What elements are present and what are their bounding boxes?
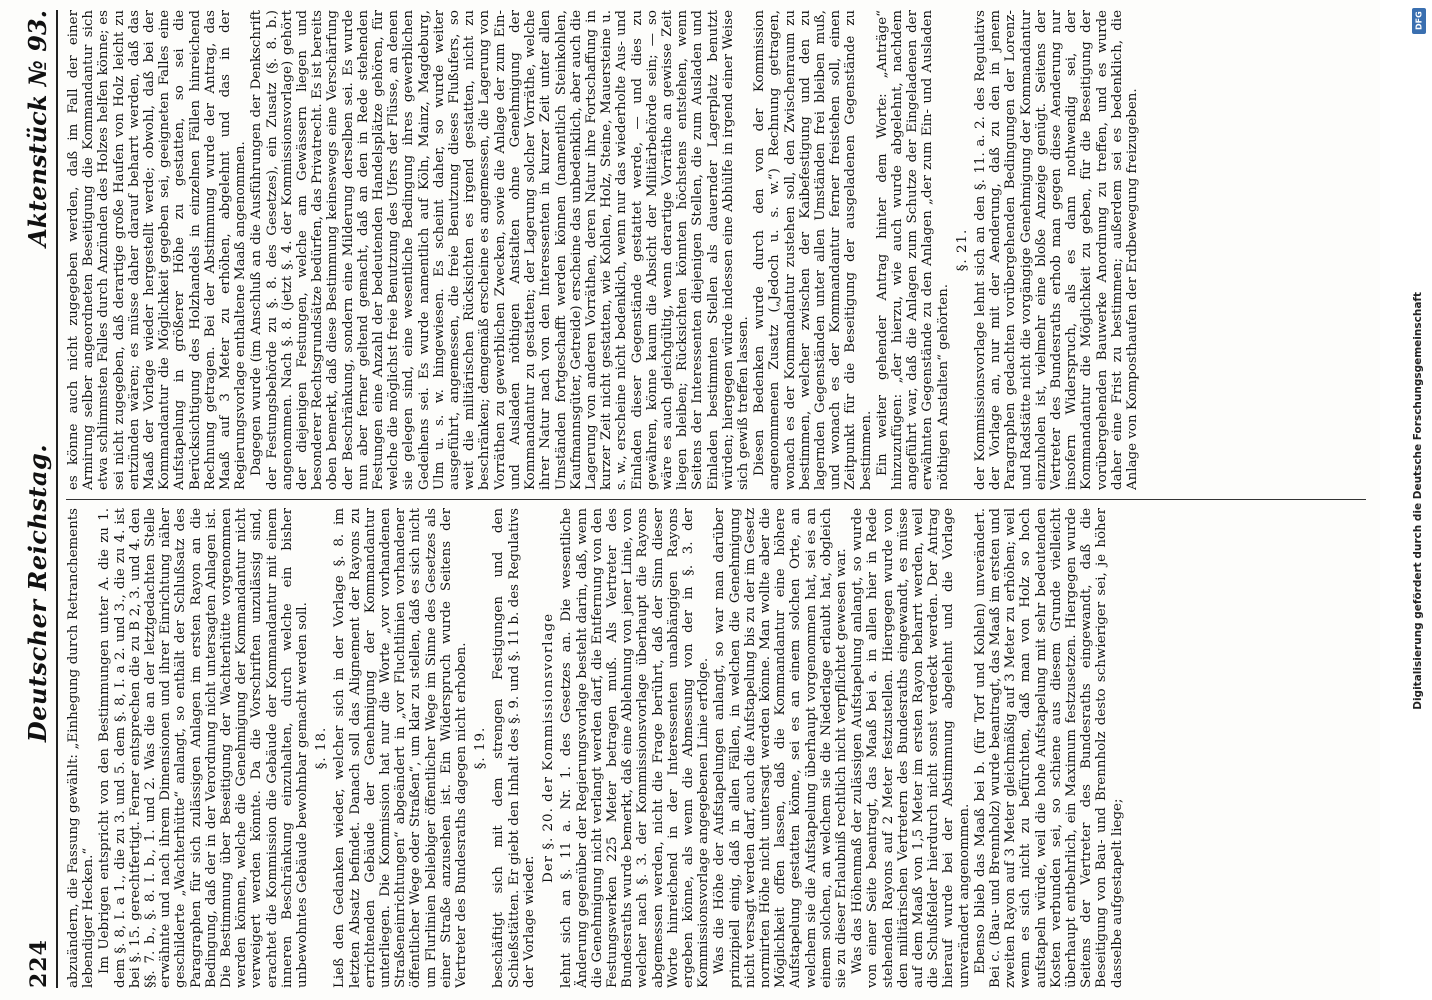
right-column <box>66 10 1370 490</box>
digitization-stamp <box>1408 6 1428 996</box>
page-number: 224 <box>26 939 52 988</box>
left-column <box>66 508 1370 988</box>
page-header <box>14 10 58 988</box>
paragraph: Diesen Bedenken wurde durch den von der Kommission angenommenen Zusatz („Jedoch u. s. w.“) Rechnung getragen, wonach es der Kommandantur zustehen soll, den Zwischenraum zu bestimmen, welcher zwischen der Kaibefestigung und den zu lagernden Gegenständen unter allen Umständen frei bleiben muß, und wonach es der Kommandantur ferner freistehen soll, einen Zeitpunkt für die Beseitigung der ausgeladenen Gegenstände zu bestimmen. <box>752 10 874 490</box>
document-piece-number: Aktenstück № 93. <box>23 10 52 247</box>
paragraph: Ein weiter gehender Antrag hinter dem Worte: „Anträge“ hinzuzufügen: „der hierzu, wie auch wurde abgelehnt, nachdem angeführt war, daß die Anlagen zum Schutze der Eingeladenen der erwähnten Gegenstände zu den Anlagen „der zum Ein- und Ausladen nöthigen Anstalten“ gehörten. <box>874 10 951 490</box>
running-title: Deutscher Reichstag. <box>23 443 52 743</box>
section-heading: §. 21. <box>954 228 970 272</box>
paragraph: es könne auch nicht zugegeben werden, daß im Fall der einer Armirung selber angeordneten Beseitigung die Kommandantur sich etwa schlimmsten Falles durch Anzünden des Holzes helfen könne; es sei nicht zugegeben, daß derartige große Haufen von Holz leicht zu entzünden wären; es müsse daher darauf beharrt werden, daß das Maaß der Vorlage wieder hergestellt werde; obwohl, daß bei der Kommandantur die Möglichkeit gegeben sei, geeigneten Falles eine Aufstapelung in größerer Höhe zu gestatten, so sei die Berücksichtigung des Holzhandels in einzelnen Fällen hinreichend Rechnung getragen. Bei der Abstimmung wurde der Antrag, das Maaß auf 3 Meter zu erhöhen, abgelehnt und das in der Regierungsvorlage enthaltene Maaß angenommen. <box>66 10 249 490</box>
paragraph: abzuändern, die Fassung gewählt: „Einhegung durch Retranchements lebendiger Hecken.“ <box>66 508 97 988</box>
paragraph: Was die Höhe der Aufstapelungen anlangt, so war man darüber prinzipiell einig, daß in allen Fällen, in welchen die Genehmigung nicht versagt werden darf, auch die Aufstapelung bis zu der im Gesetz normirten Höhe nicht untersagt werden könne. Man wollte aber die Möglichkeit offen lassen, daß die Kommandantur eine höhere Aufstapelung gestatten könne, sei es an einem solchen Orte, an welchem sie die Aufstapelung überhaupt vorgenommen hat, sei es an einem solchen, an welchem sie die Niederlage erlaubt hat, obgleich sie zu dieser Erlaubniß rechtlich nicht verpflichtet gewesen war. <box>712 508 849 988</box>
section-text: beschäftigt sich mit dem strengen Festigungen und den Schießstätten. Er giebt den Inhalt des §. 9. und §. 11 b. des Regulativs der Vorlage wieder. <box>491 508 537 988</box>
section-text: lehnt sich an §. 11 a. Nr. 1. des Gesetzes an. Die wesentliche Änderung gegenüber der Regierungsvorlage besteht darin, daß, wenn die Genehmigung nicht verlangt werden darf, die Entfernung von den Festungswerken 225 Meter betragen muß. Als Vertreter des Bundesraths wurde bemerkt, daß eine Ablehnung von jener Linie, von welcher nach §. 3. der Kommissionsvorlage überhaupt die Rayons abgemessen werden, nicht die Frage berührt, daß der Sinn dieser Worte hinreichend in der Interessenten unabhängigen Rayons ergeben könne, als wenn die Abmessung von der in §. 3. der Kommissionsvorlage angegebenen Linie erfolge. <box>559 508 712 988</box>
dfg-logo-icon: DFG <box>1412 8 1426 34</box>
section-text: Ließ den Gedanken wieder, welcher sich in der Vorlage §. 8. im letzten Absatz befindet. Danach soll das Alignement der Rayons zu errichtenden Gebäude der Genehmigung der Kommandantur unterliegen. Die Kommission hat nur die Worte „vor vorhandenen Straßeneinrichtungen“ abgeändert in „vor Fluchtlinien vorhandener öffentlicher Wege oder Straßen“, um klar zu stellen, daß es sich nicht um Flurlinien beliebiger öffentlicher Wege im Sinne des Gesetzes als einer Straße anzusehen ist. Ein Widerspruch wurde Seitens der Vertreter des Bundesraths dagegen nicht erhoben. <box>332 508 470 988</box>
paragraph: Dagegen wurde (im Anschluß an die Ausführungen der Denkschrift der Festungsbehörde zu §. 8. des Gesetzes), ein Zusatz (§. 8. b.) angenommen. Nach §. 8. (jetzt §. 4. der Kommissionsvorlage) gehört der diejenigen Festungen, welche am Gewässern liegen und besonderer Rechtsgrundsätze bedürfen, das Privatrecht. Es ist bereits oben bemerkt, daß diese Bestimmung keineswegs eine Verschärfung der Beschränkung, sondern eine Milderung derselben sei. Es wurde nun aber ferner geltend gemacht, daß an den in Rede stehenden Festungen eine Anzahl der bedeutenden Handelsplätze gehören, für welche die möglichst freie Benutzung des Ufers der Flüsse, an denen sie gelegen sind, eine wesentliche Bedingung ihres gewerblichen Gedeihens sei. Es wurde namentlich auf Köln, Mainz, Magdeburg, Ulm u. s. w. hingewiesen. Es scheint daher, so wurde weiter ausgeführt, angemessen, die freie Benutzung dieses Flußufers, so weit die militärischen Rücksichten es irgend gestatten, nicht zu beschränken; demgemäß erscheine es angemessen, die Lagerung von Vorräthen zu gewerblichen Zwecken, sowie die Anlage der zum Ein- und Ausladen nöthigen Anstalten ohne Genehmigung der Kommandantur zu gestatten; der Lagerung solcher Vorräthe, welche ihrer Natur nach von den Interessenten in kurzer Zeit unter allen Umständen fortgeschafft werden können (namentlich Steinkohlen, Kaufmannsgüter, Getreide) erscheine das unbedenklich, aber auch die Lagerung von anderen Vorräthen, deren Natur ihre Fortschaffung in kurzer Zeit nicht gestatten, wie Kohlen, Holz, Steine, Mauersteine u. s. w., erscheine nicht bedenklich, wenn nur das wiederholte Aus- und Einladen dieser Gegenstände gestattet werde, — und dies zu gewähren, könne kaum die Absicht der Militärbehörde sein; — so wäre es auch gleichgültig, wenn derartige Vorräthe an gewisse Zeit liegen bleiben; Rücksichten könnten höchstens entstehen, wenn Seitens der Interessenten diejenigen Stellen, die zum Ausladen und Einladen bestimmten Stellen als dauernder Lagerplatz benutzt würden; hiergegen würde indessen eine Abhülfe in irgend einer Weise sich gewiß treffen lassen. <box>249 10 751 490</box>
funding-notice: Digitalisierung gefördert durch die Deutsche Forschungsgemeinschaft <box>1412 292 1424 710</box>
paragraph: Was das Höhenmaß der zulässigen Aufstapelung anlangt, so wurde von einer Seite beantragt, das Maaß bei a. in allen hier in Rede stehenden Rayons auf 2 Meter festzustellen. Hiergegen wurde von den militärischen Vertretern des Bundesraths eingewandt, es müsse auf dem Maaß von 1,5 Meter im ersten Rayon beharrt werden, weil die Schußfelder hierdurch nicht sonst verdeckt werden. Der Antrag hierauf wurde bei der Abstimmung abgelehnt und die Vorlage unverändert angenommen. <box>850 508 972 988</box>
section-text: der Kommissionsvorlage lehnt sich an den §. 11. a. 2. des Regulativs der Vorlage an, nur mit der Aenderung, daß zu den in jenem Paragraphen gedachten vorübergehenden Bedingungen der Lorenz- und Radstätte nicht die vorgängige Genehmigung der Kommandantur einzuholen ist, vielmehr eine bloße Anzeige genügt. Seitens der Vertreter des Bundesraths erhob man gegen diese Aenderung nur insofern Widerspruch, als es dann nothwendig sei, der Kommandantur die Möglichkeit zu geben, für die Beseitigung der vorübergehenden Bauwerke Anordnung zu treffen, und es wurde daher eine Frist zu bestimmen; außerdem sei es bedenklich, die Anlage von Komposthaufen der Erdbewegung freizugeben. <box>972 10 1141 490</box>
section-heading: §. 18. <box>314 726 330 770</box>
section-heading: §. 19. <box>473 726 489 770</box>
section-heading: Der §. 20. der Kommissionsvorlage <box>541 613 557 883</box>
text-columns <box>66 10 1370 988</box>
paragraph: Ebenso blieb das Maaß bei b. (für Torf und Kohlen) unverändert. Bei c. (Bau- und Brennholz) wurde beantragt, das Maaß im ersten und zweiten Rayon auf 3 Meter gleichmäßig auf 3 Meter zu erhöhen; weil wenn es sich nicht zu befürchten, daß man von Holz so hoch aufstapeln würde, weil die hohe Aufstapelung mit sehr bedeutenden Kosten verbunden sei, so schiene aus diesem Grunde vielleicht überhaupt entbehrlich, ein Maximum festzusetzen. Hiergegen wurde Seitens der Vertreter des Bundesraths eingewandt, daß die Beseitigung von Bau- und Brennholz desto schwieriger sei, je höher dasselbe aufgestapelt liege; <box>972 508 1125 988</box>
paragraph: Im Uebrigen entspricht von den Bestimmungen unter A. die zu 1. dem §. 8, I. a 1., die zu 3. und 5. dem §. 8, I. a 2. und 3., die zu 4. ist bei §. 15. gerechtfertigt. Ferner entsprechen die zu B 2, 3. und 4. den §§. 7. b., §. 8. I. b., 1. und 2. Was die an der letztgedachten Stelle erwähnte und nach ihrem Dimensionen und ihrer Einrichtung näher geschilderte „Wachterhütte“ anlangt, so enthält der Schlußsatz des Paragraphen für sich zulässigen Anlagen im ersten Rayon an die Bedingung, daß der in der Verordnung nicht untersagten Anlagen ist. Die Bestimmung über Beseitigung der Wachterhütte vorgenommen werden können, welche die Genehmigung der Kommandantur nicht verweigert werden könnte. Da die Vorschriften unzulässig sind, erachtet die Kommission die Gebäude der Kommandantur mit einem inneren Beschränkung einzuhalten, durch welche ein bisher unbewohntes Gebäude bewohnbar gemacht werden soll. <box>97 508 311 988</box>
